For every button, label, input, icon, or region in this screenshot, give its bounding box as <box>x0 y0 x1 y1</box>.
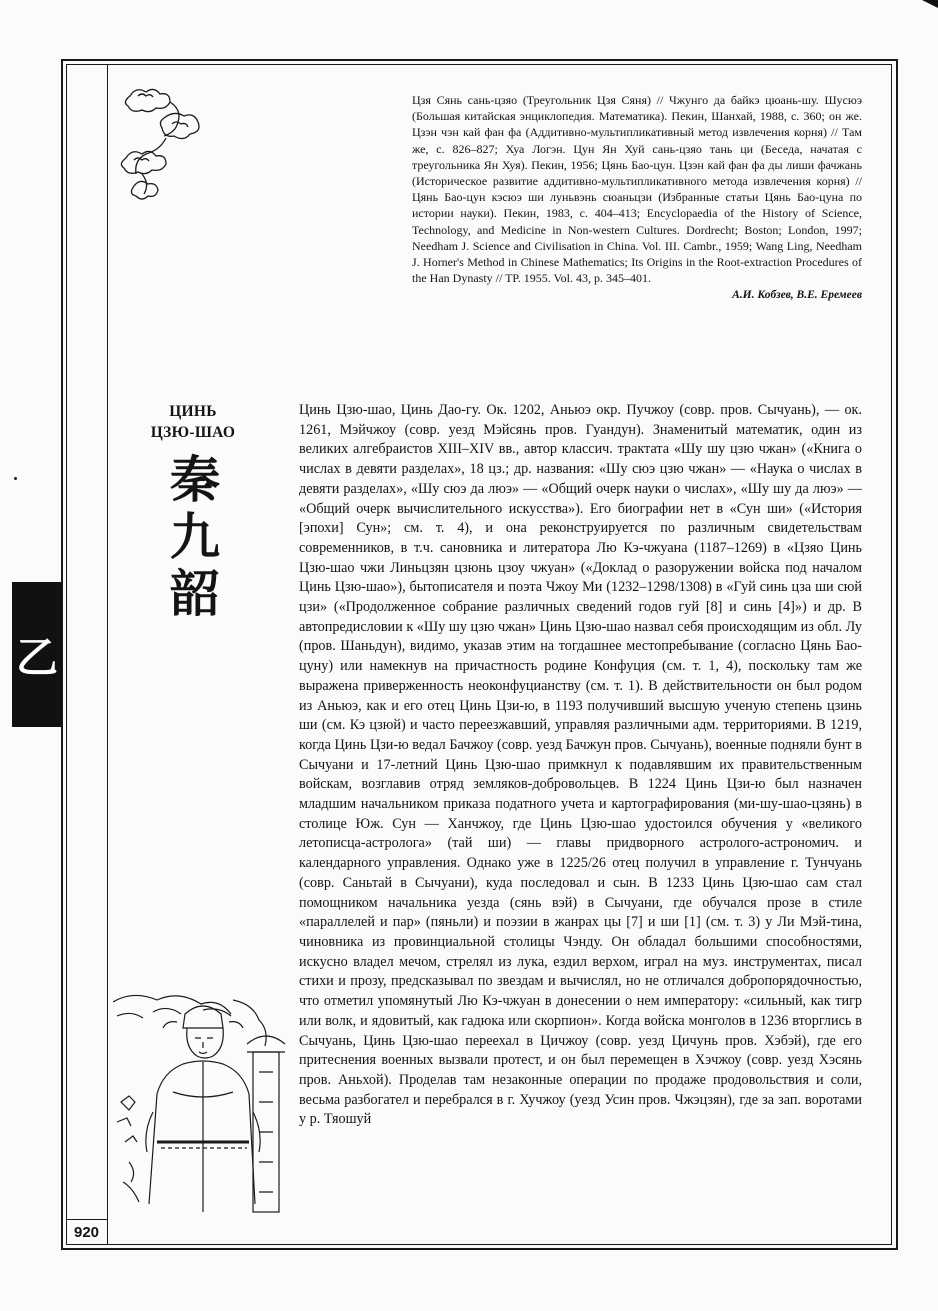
page-number: 920 <box>66 1219 108 1245</box>
corner-crop-mark <box>922 0 938 8</box>
chinese-character: 秦 <box>170 451 220 509</box>
scholar-portrait-illustration <box>113 992 293 1220</box>
article-authors: А.И. Кобзев, В.Е. Еремеев <box>732 289 862 302</box>
entry-heading-line-1: ЦИНЬ <box>169 403 217 420</box>
entry-heading <box>118 401 268 443</box>
section-thumb-glyph: 乙 <box>15 632 58 682</box>
cloud-ornament-icon <box>112 82 204 206</box>
chinese-character: 韶 <box>170 565 220 623</box>
entry-text: Цинь Цзю-шао, Цинь Дао-гу. Ок. 1202, Аньюэ окр. Пучжоу (совр. пров. Сычуань), — ок. 1261, Мэйчжоу (совр. уезд Мэйсянь пров. Гуандун). Знаменитый математик, один из великих алгебраистов XIII–XIV вв., автор классич. трактата «Шу шу цзю чжан» («Книга о числах в девяти разделах», 18 цз.; др. названия: «Шу сюэ цзю чжан» — «Наука о числах в девяти разделах», «Шу сюэ да люэ» — «Общий очерк науки о числах», «Шу шу да люэ» — «Общий очерк вычислительного искусства»). Его биографии нет в «Сун ши» («История [эпохи] Сун»; см. т. 4), и она реконструируется по различным свидетельствам современников, в т.ч. сановника и литератора Лю Кэ-чжуана (1187–1269) в «Цзяо Цинь Цзю-шао чжи Линьцзян цзюнь цзоу чжуан» («Доклад о разоружении войска под началом Цинь Цзю-шао»), бытописателя и поэта Чжоу Ми (1232–1298/1308) в «Гуй синь цза ши сюй цзи» («Продолженное собрание различных сведений годов гуй [8] и синь [4]») и др. В автопредисловии к «Шу шу цзю чжан» Цинь Цзю-шао назвал себя происходящим из обл. Лу (пров. Шаньдун), видимо, указав этим на тогдашнее местопребывание (согласно Цянь Бао-цуну) или намекнув на причастность родине Конфуция (см. т. 1, 4), поскольку там же выражена приверженность неоконфуцианству (см. т. 1). В действительности он был родом из Аньюэ, как и его отец Цинь Цзи-ю, в 1193 получивший высшую ученую степень цзинь ши (см. Кэ цзюй) и часто переезжавший, управляя различными адм. территориями. В 1219, когда Цинь Цзи-ю ведал Бачжоу (совр. уезд Бачжун пров. Сычуань), военные подняли бунт в Сычуани и 17-летний Цинь Цзю-шао примкнул к подавлявшим их правительственным войскам, возглавив отряд земляков-добровольцев. В 1224 Цинь Цзи-ю был назначен младшим начальником приказа податного учета и картографирования (ми-шу-шао-цзянь) в столице Юж. Сун — Ханчжоу, где Цинь Цзю-шао удостоился обучения у «великого летописца-астролога» (тай ши) — главы придворного астролого-астрономич. и календарного управления. Однако уже в 1225/26 отец получил в управление г. Тунчуань (совр. Саньтай в Сычуани), куда последовал и сын. В 1233 Цинь Цзю-шао сам стал помощником начальника уезда (сянь вэй) в Сычуани, где обучался прозе в стиле «параллелей и пар» (пяньли) и поэзии в жанрах цы [7] и ши [1] (см. т. 3) у Ли Мэй-тина, чиновника из провинциальной столицы Чэнду. Он обладал большими способностями, искусно владел мечом, стрелял из лука, ездил верхом, играл на муз. инструментах, писал стихи и прозу, предсказывал по звездам и вычислял, но не отличался добропорядочностью, что отметил упомянутый Лю Кэ-чжуан в донесении о нем императору: «сильный, как тигр или волк, и ядовитый, как гадюка или скорпион». Когда войска монголов в 1236 вторглись в Сычуань, Цинь Цзю-шао переехал в Цичжоу (совр. уезд Цичунь пров. Хэбэй), где его притеснения военных вызвали протест, и он был перемещен в Хэчжоу (совр. уезд Хэсянь пров. Аньхой). Проделав там незаконные операции по продаже продовольствия и соли, весьма разбогател и перебрался в г. Хучжоу (уезд Усин пров. Чжэцзян), где за зап. воротами у р. Тяошуй <box>299 402 862 1128</box>
margin-rule <box>107 64 108 1219</box>
entry-body <box>299 401 862 1130</box>
entry-heading-line-2: ЦЗЮ-ШАО <box>150 424 236 441</box>
chinese-character: 九 <box>170 508 220 566</box>
bibliography-text: Цзя Сянь сань-цзяо (Треугольник Цзя Сяня) // Чжунго да байкэ цюань-шу. Шусюэ (Большая китайская энциклопедия. Математика). Пекин, Шанхай, 1988, с. 360; он же. Цзэн чэн кай фан фа (Аддитивно-мультипликативный метод извлечения корня) // Там же, с. 826–827; Хуа Логэн. Цун Ян Хуй сань-цзяо тань ци (Беседа, начатая с треугольника Ян Хуя). Пекин, 1956; Цянь Бао-цун. Цзэн кай фан фа ды лиши фачжань (Историческое развитие аддитивно-мультипликативного метода извлечения корня) // Цянь Бао-цун кэсюэ ши луньвэнь сюаньцзи (Избранные статьи Цянь Бао-цуна по истории науки). Пекин, 1983, с. 404–413; Encyclopaedia of the History of Science, Technology, and Medicine in Non-western Cultures. Dordrecht; Boston; London, 1997; Needham J. Science and Civilisation in China. Vol. III. Cambr., 1959; Wang Ling, Needham J. Horner's Method in Chinese Mathematics; Its Origins in the Root-extraction Procedures of the Han Dynasty // TP. 1955. Vol. 43, p. 345–401. <box>412 93 862 286</box>
scan-speck <box>14 477 17 480</box>
entry-chinese-name <box>150 452 240 623</box>
bibliography-block <box>412 92 862 304</box>
section-thumb-tab <box>12 582 62 727</box>
